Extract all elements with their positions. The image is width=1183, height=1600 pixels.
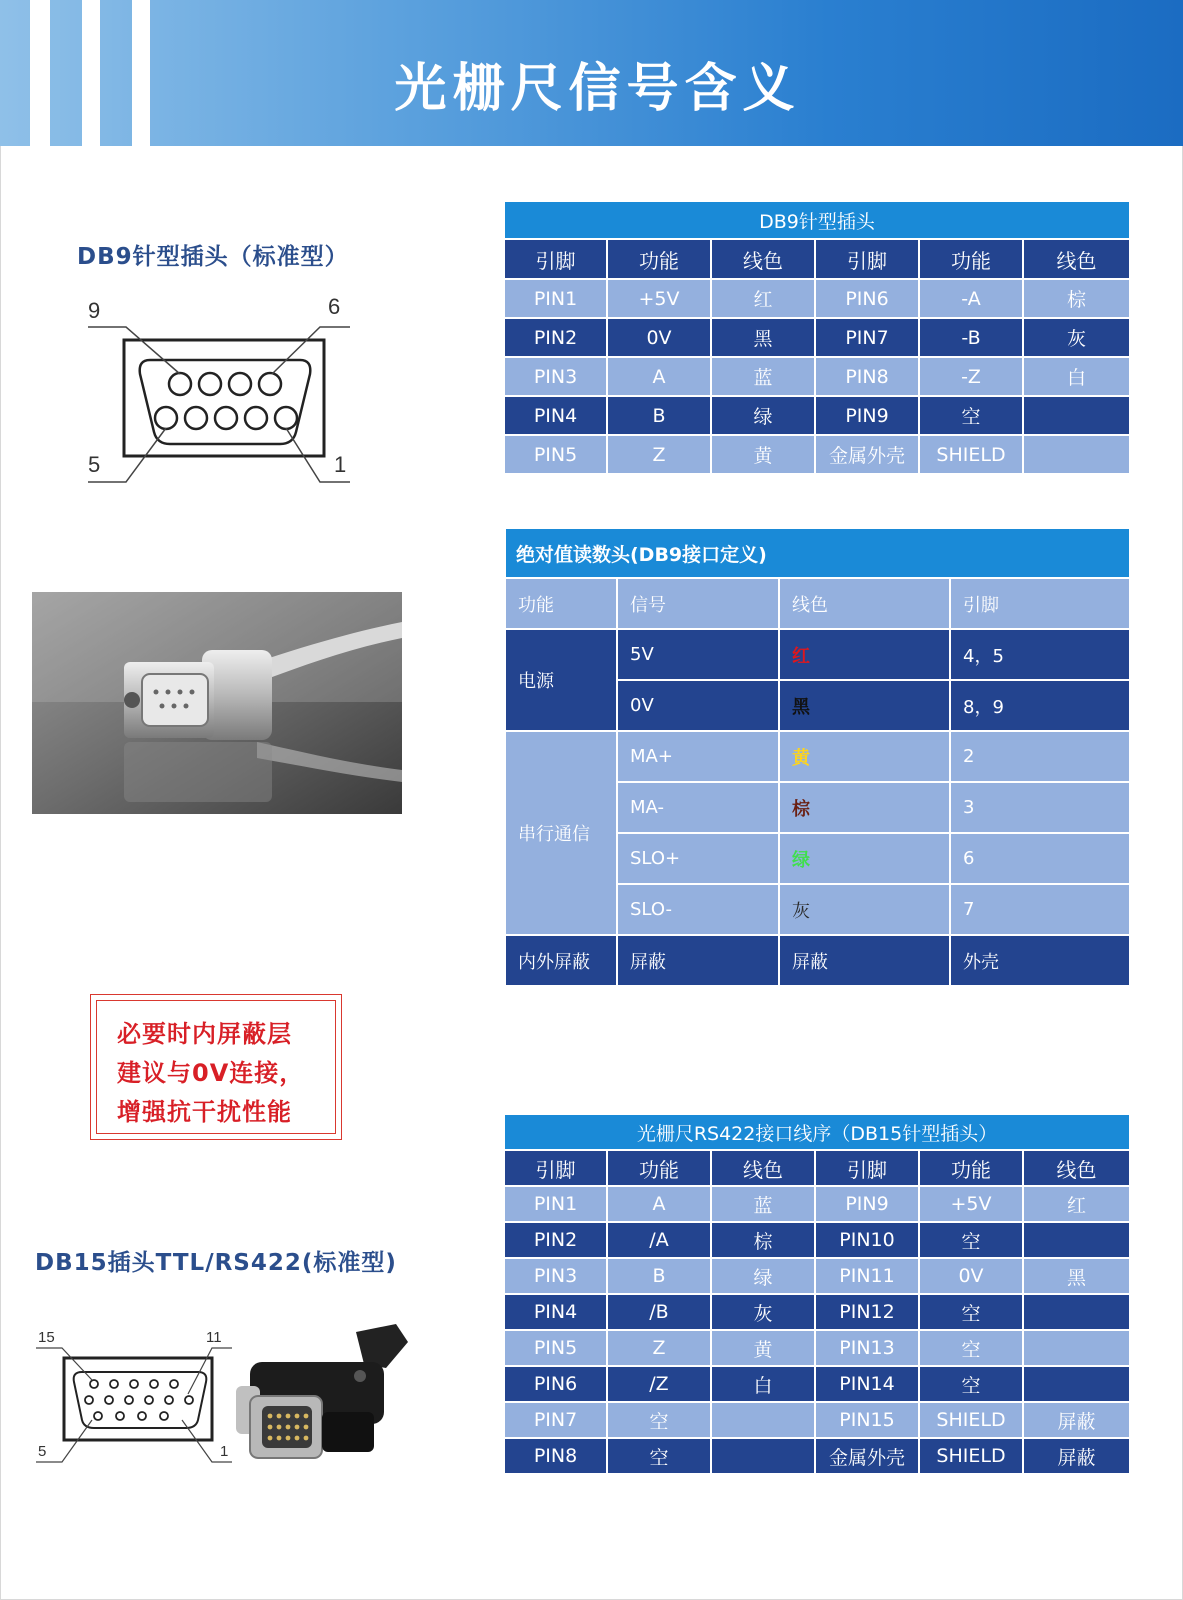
shield-note-box	[90, 994, 342, 1140]
table-cell: 7	[950, 884, 1130, 935]
table-cell: PIN8	[815, 357, 919, 396]
db9-connector-diagram	[80, 292, 360, 502]
table-cell	[711, 1438, 815, 1474]
table-cell: 空	[919, 396, 1023, 435]
db15-pin-label: 1	[220, 1443, 229, 1460]
table-cell: PIN7	[504, 1402, 607, 1438]
table-cell: PIN8	[504, 1438, 607, 1474]
table-row	[504, 435, 1130, 474]
table-cell: PIN3	[504, 1258, 607, 1294]
table-cell: PIN7	[815, 318, 919, 357]
table-cell: PIN3	[504, 357, 607, 396]
table-cell: 棕	[711, 1222, 815, 1258]
note-line: 增强抗干扰性能	[117, 1098, 292, 1126]
table-cell: A	[607, 1186, 711, 1222]
column-header: 功能	[919, 1150, 1023, 1186]
table-cell: 蓝	[711, 1186, 815, 1222]
table-cell: 绿	[711, 1258, 815, 1294]
note-line: 建议与0V连接，	[117, 1059, 305, 1087]
table-cell: 红	[711, 279, 815, 318]
table-cell: SLO+	[617, 833, 779, 884]
page-title: 光栅尺信号含义	[394, 59, 801, 119]
table-row	[504, 1294, 1130, 1330]
db9-pin-label: 9	[88, 298, 101, 323]
table-cell: PIN6	[504, 1366, 607, 1402]
table-row	[504, 1186, 1130, 1222]
table-cell: 蓝	[711, 357, 815, 396]
column-header: 引脚	[815, 239, 919, 279]
table-cell: 绿	[711, 396, 815, 435]
table-cell: A	[607, 357, 711, 396]
table-cell: 黄	[711, 435, 815, 474]
table-row	[504, 1258, 1130, 1294]
table-row	[504, 357, 1130, 396]
wire-color-yellow: 黄	[792, 747, 810, 769]
table-cell: -Z	[919, 357, 1023, 396]
table-caption: DB9针型插头	[504, 201, 1130, 239]
table-cell: 空	[919, 1222, 1023, 1258]
table-row	[505, 731, 1130, 782]
column-header: 引脚	[504, 239, 607, 279]
absolute-encoder-table	[504, 527, 1131, 987]
table-cell	[1023, 396, 1130, 435]
db15-pin-label: 15	[38, 1329, 55, 1346]
column-header: 功能	[607, 1150, 711, 1186]
table-cell: SHIELD	[919, 1402, 1023, 1438]
table-cell: 黑	[1023, 1258, 1130, 1294]
table-cell: 空	[607, 1402, 711, 1438]
table-row	[504, 1330, 1130, 1366]
table-cell: +5V	[607, 279, 711, 318]
header-banner	[0, 0, 1183, 146]
table-cell	[1023, 435, 1130, 474]
table-cell: SHIELD	[919, 435, 1023, 474]
wire-color-brown: 棕	[792, 798, 810, 820]
table-cell: B	[607, 1258, 711, 1294]
table-cell	[1023, 1330, 1130, 1366]
table-row	[504, 1366, 1130, 1402]
column-header: 引脚	[950, 578, 1130, 629]
table-cell: PIN11	[815, 1258, 919, 1294]
table-cell: 屏蔽	[617, 935, 779, 986]
table-cell: MA-	[617, 782, 779, 833]
table-cell: 8，9	[950, 680, 1130, 731]
column-header: 线色	[711, 1150, 815, 1186]
table-cell: 5V	[617, 629, 779, 680]
table-caption: 绝对值读数头(DB9接口定义)	[505, 528, 1130, 578]
db15-connector-photo	[236, 1324, 412, 1464]
table-cell: 屏蔽	[1023, 1402, 1130, 1438]
column-header: 线色	[779, 578, 950, 629]
table-cell: 0V	[617, 680, 779, 731]
column-header: 线色	[1023, 239, 1130, 279]
table-cell: -A	[919, 279, 1023, 318]
table-cell	[711, 1402, 815, 1438]
table-cell: 黄	[711, 1330, 815, 1366]
table-row	[504, 396, 1130, 435]
table-cell: PIN9	[815, 396, 919, 435]
table-cell: PIN13	[815, 1330, 919, 1366]
column-header: 功能	[607, 239, 711, 279]
table-cell: PIN2	[504, 1222, 607, 1258]
column-header: 引脚	[504, 1150, 607, 1186]
table-cell: Z	[607, 1330, 711, 1366]
table-cell: 0V	[607, 318, 711, 357]
column-header: 引脚	[815, 1150, 919, 1186]
db15-connector-diagram	[32, 1324, 242, 1474]
table-cell: PIN6	[815, 279, 919, 318]
db15-pin-table	[503, 1113, 1131, 1475]
note-line: 必要时内屏蔽层	[117, 1020, 292, 1048]
db15-pin-label: 5	[38, 1443, 47, 1460]
table-cell: /B	[607, 1294, 711, 1330]
table-cell: 红	[1023, 1186, 1130, 1222]
table-cell: PIN4	[504, 396, 607, 435]
table-row	[504, 318, 1130, 357]
table-cell: 屏蔽	[779, 935, 950, 986]
table-cell: PIN1	[504, 1186, 607, 1222]
db9-pin-label: 5	[88, 452, 101, 477]
column-header: 功能	[919, 239, 1023, 279]
table-cell: PIN4	[504, 1294, 607, 1330]
table-cell: 6	[950, 833, 1130, 884]
table-cell: PIN2	[504, 318, 607, 357]
db9-pin-label: 1	[334, 452, 347, 477]
table-cell	[1023, 1222, 1130, 1258]
table-cell: 黑	[711, 318, 815, 357]
db15-pin-label: 11	[206, 1329, 222, 1346]
table-cell: 3	[950, 782, 1130, 833]
group-label: 电源	[505, 629, 617, 731]
table-cell: 金属外壳	[815, 435, 919, 474]
table-cell: 空	[919, 1366, 1023, 1402]
table-cell: 4，5	[950, 629, 1130, 680]
table-cell: PIN12	[815, 1294, 919, 1330]
db9-section-title: DB9针型插头（标准型）	[77, 244, 349, 270]
table-cell: PIN5	[504, 1330, 607, 1366]
table-cell	[1023, 1294, 1130, 1330]
table-cell: MA+	[617, 731, 779, 782]
column-header: 功能	[505, 578, 617, 629]
table-cell: -B	[919, 318, 1023, 357]
table-cell: PIN15	[815, 1402, 919, 1438]
table-cell: 金属外壳	[815, 1438, 919, 1474]
table-row	[505, 629, 1130, 680]
table-row	[505, 935, 1130, 986]
table-row	[504, 1438, 1130, 1474]
table-cell: 灰	[1023, 318, 1130, 357]
table-cell: 空	[607, 1438, 711, 1474]
table-cell: PIN10	[815, 1222, 919, 1258]
wire-color-red: 红	[792, 645, 810, 667]
table-cell: 白	[711, 1366, 815, 1402]
table-cell: B	[607, 396, 711, 435]
table-row	[504, 1222, 1130, 1258]
table-cell: PIN1	[504, 279, 607, 318]
table-cell: 2	[950, 731, 1130, 782]
table-cell: PIN14	[815, 1366, 919, 1402]
db9-connector-photo	[32, 592, 402, 814]
group-label: 内外屏蔽	[505, 935, 617, 986]
table-cell: 空	[919, 1294, 1023, 1330]
wire-color-green: 绿	[792, 849, 810, 871]
wire-color-gray: 灰	[792, 900, 810, 922]
table-cell: Z	[607, 435, 711, 474]
table-cell: PIN9	[815, 1186, 919, 1222]
db9-pin-label: 6	[328, 294, 341, 319]
table-cell: SLO-	[617, 884, 779, 935]
table-cell: 0V	[919, 1258, 1023, 1294]
table-cell: PIN5	[504, 435, 607, 474]
table-cell: /A	[607, 1222, 711, 1258]
table-cell: +5V	[919, 1186, 1023, 1222]
table-cell: /Z	[607, 1366, 711, 1402]
wire-color-black: 黑	[792, 696, 810, 718]
table-caption: 光栅尺RS422接口线序（DB15针型插头）	[504, 1114, 1130, 1150]
table-cell: 外壳	[950, 935, 1130, 986]
table-cell: SHIELD	[919, 1438, 1023, 1474]
db9-pin-table	[503, 200, 1131, 475]
group-label: 串行通信	[505, 731, 617, 935]
table-cell: 空	[919, 1330, 1023, 1366]
table-row	[504, 279, 1130, 318]
column-header: 线色	[711, 239, 815, 279]
table-cell	[1023, 1366, 1130, 1402]
table-row	[504, 1402, 1130, 1438]
db15-section-title: DB15插头TTL/RS422(标准型)	[35, 1250, 397, 1276]
table-cell: 灰	[711, 1294, 815, 1330]
table-cell: 屏蔽	[1023, 1438, 1130, 1474]
column-header: 线色	[1023, 1150, 1130, 1186]
table-cell: 棕	[1023, 279, 1130, 318]
table-cell: 白	[1023, 357, 1130, 396]
column-header: 信号	[617, 578, 779, 629]
